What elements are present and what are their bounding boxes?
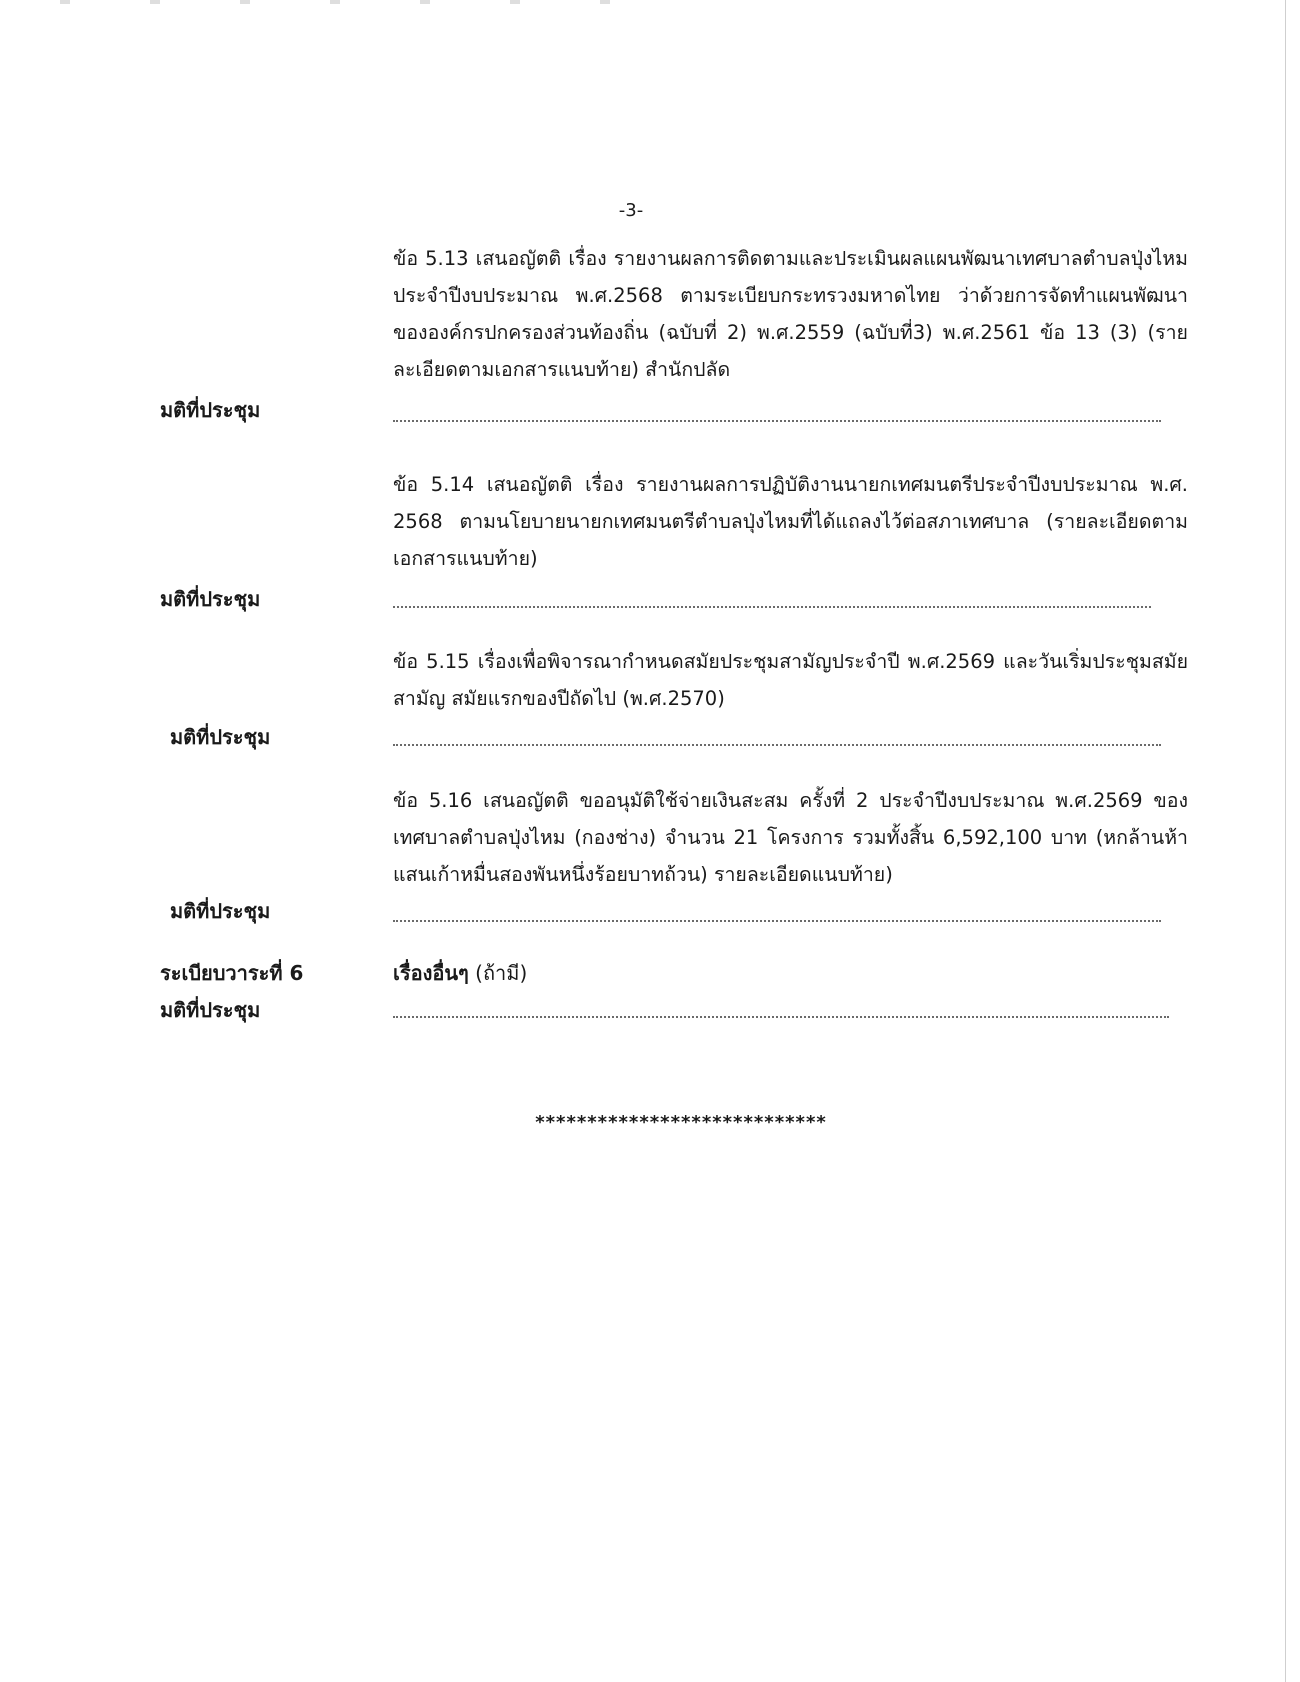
item-5-14-resolution-label: มติที่ประชุม — [160, 587, 261, 611]
agenda-6-resolution-blank — [393, 1014, 1169, 1018]
item-5-15-resolution-blank — [393, 742, 1161, 746]
item-5-16-resolution-blank — [393, 918, 1161, 922]
agenda-6-title — [393, 955, 527, 991]
agenda-6-title-bold: เรื่องอื่นๆ — [393, 961, 469, 985]
end-marker: **************************** — [535, 1112, 827, 1133]
item-5-15-text: ข้อ 5.15 เรื่องเพื่อพิจารณากำหนดสมัยประชุมสามัญประจำปี พ.ศ.2569 และวันเริ่มประชุมสมัยสามัญ สมัยแรกของปีถัดไป (พ.ศ.2570) — [393, 650, 1188, 710]
agenda-6-label: ระเบียบวาระที่ 6 — [160, 961, 304, 985]
page-number: -3- — [618, 200, 644, 221]
item-5-13-text: ข้อ 5.13 เสนอญัตติ เรื่อง รายงานผลการติดตามและประเมินผลแผนพัฒนาเทศบาลตำบลปุ่งไหม ประจำปีงบประมาณ พ.ศ.2568 ตามระเบียบกระทรวงมหาดไทย ว่าด้วยการจัดทำแผนพัฒนาขององค์กรปกครองส่วนท้องถิ่น (ฉบับที่ 2) พ.ศ.2559 (ฉบับที่3) พ.ศ.2561 ข้อ 13 (3) (รายละเอียดตามเอกสารแนบท้าย) สำนักปลัด — [393, 247, 1188, 381]
item-5-13-resolution-label: มติที่ประชุม — [160, 398, 261, 422]
agenda-6-resolution-label: มติที่ประชุม — [160, 998, 261, 1022]
item-5-15-resolution-label: มติที่ประชุม — [170, 725, 271, 749]
item-5-16-text: ข้อ 5.16 เสนอญัตติ ขออนุมัติใช้จ่ายเงินสะสม ครั้งที่ 2 ประจำปีงบประมาณ พ.ศ.2569 ของเทศบาลตำบลปุ่งไหม (กองช่าง) จำนวน 21 โครงการ รวมทั้งสิ้น 6,592,100 บาท (หกล้านห้าแสนเก้าหมื่นสองพันหนึ่งร้อยบาทถ้วน) รายละเอียดแนบท้าย) — [393, 789, 1188, 886]
scan-artifact — [60, 0, 660, 4]
item-5-16-resolution-label: มติที่ประชุม — [170, 899, 271, 923]
item-5-14-resolution-blank — [393, 604, 1151, 608]
item-5-14-text: ข้อ 5.14 เสนอญัตติ เรื่อง รายงานผลการปฏิบัติงานนายกเทศมนตรีประจำปีงบประมาณ พ.ศ. 2568 ตามนโยบายนายกเทศมนตรีตำบลปุ่งไหมที่ได้แถลงไว้ต่อสภาเทศบาล (รายละเอียดตามเอกสารแนบท้าย) — [393, 473, 1188, 570]
agenda-6-title-rest: (ถ้ามี) — [468, 961, 528, 985]
item-5-13-resolution-blank — [393, 418, 1161, 422]
page-edge-line — [1285, 0, 1286, 1682]
